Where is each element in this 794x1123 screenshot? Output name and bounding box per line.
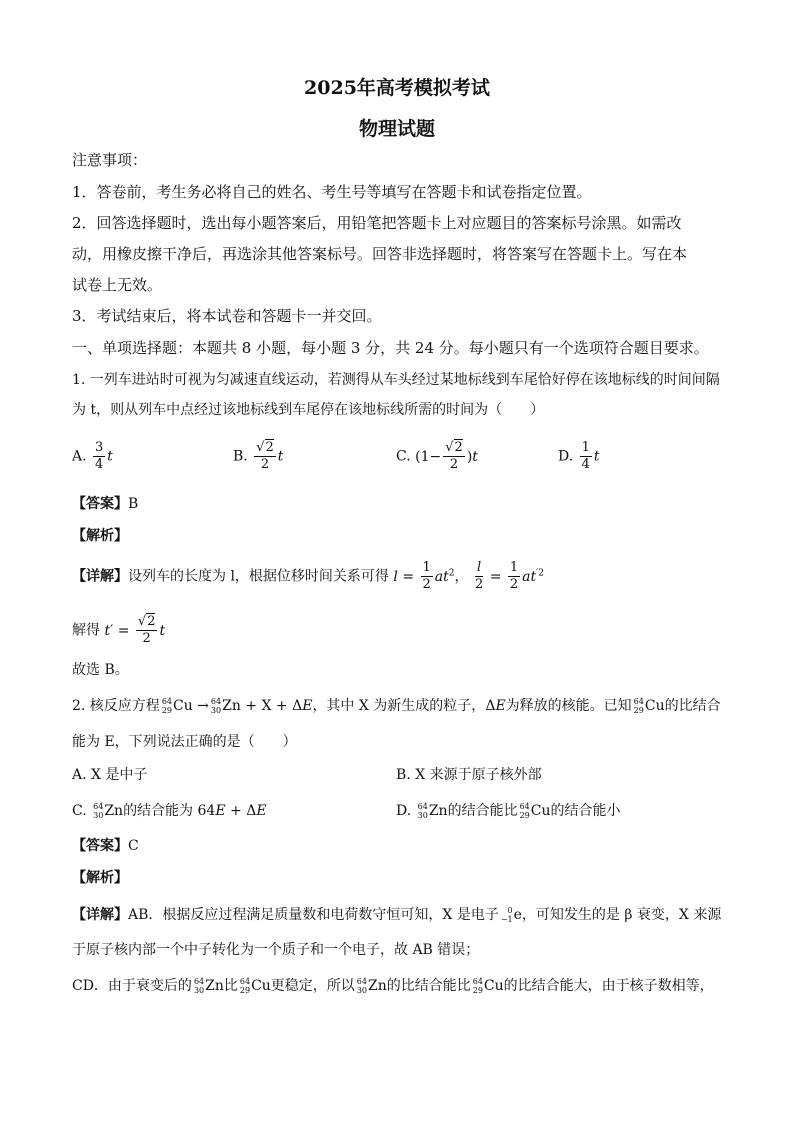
q2-line-1 [72,696,732,716]
q2-detail-line-3-c: 更稳定，所以 [270,978,355,994]
q1-line-1: 1. 一列车进站时可视为匀减速直线运动，若测得从车头经过某地标线到车尾恰好停在该地标线的时间间隔 [72,372,720,388]
notice-heading: 注意事项： [72,151,148,169]
q1-answer-label: 【答案】 [72,496,128,512]
q2-detail-cu-1: 64 29 Cu [239,977,271,995]
q1-solve-formula: t′ = $\frac{√2}{2}$ t [104,614,166,646]
q1-solve [72,614,732,647]
q2-option-c-label: C. [72,803,87,819]
exam-title: 2025年高考模拟考试 [304,77,490,99]
q2-option-d-label: D. [396,803,412,819]
q2-detail-line-1-b: ，可知发生的是 β 衰变，X 来源 [521,907,722,923]
q1-line-2: 为 t，则从列车中点经过该地标线到车尾停在该地标线所需的时间为（ ） [72,402,545,418]
q2-option-a[interactable]: A. X 是中子 [72,767,148,783]
q1-option-d-label: D. [558,448,574,465]
q2-detail-cu-2: 64 29 Cu [472,977,504,995]
q1-option-d-formula: $\frac{1}{4}$ [581,440,590,472]
q2-mid2: 为释放的核能。已知 [505,698,632,714]
q2-detail-line-3 [72,976,732,996]
q1-detail-label: 【详解】 [72,568,128,585]
notice-item-2-line-1: 2．回答选择题时，选出每小题答案后，用铅笔把答题卡上对应题目的答案标号涂黑。如需改 [72,214,682,232]
q1-solve-prefix: 解得 [72,622,100,639]
q1-detail [72,560,732,593]
q1-detail-text: 设列车的长度为 l，根据位移时间关系可得 [128,568,389,585]
q2-detail-line-3-a: CD．由于衰变后的 [72,978,192,994]
q1-option-b[interactable]: B. $\frac{√2}{2}$ t [233,440,284,472]
q2-option-c-formula: 64E + ΔE [193,803,267,819]
q1-analysis-label: 【解析】 [72,528,128,544]
q2-answer-label: 【答案】 [72,838,128,854]
q2-prefix: 2. 核反应方程 [72,698,160,714]
notice-item-1: 1．答卷前，考生务必将自己的姓名、考生号等填写在答题卡和试卷指定位置。 [72,183,592,201]
q2-mid: ，其中 X 为新生成的粒子， [312,698,486,714]
section-heading: 一、单项选择题：本题共 8 小题，每小题 3 分，共 24 分。每小题只有一个选项符合题目要求。 [72,339,709,357]
q2-detail-line-1 [72,905,732,925]
q2-option-d-tail: 的结合能小 [550,803,621,819]
q2-answer-value: C [128,838,139,854]
notice-item-2-line-3: 试卷上无效。 [72,276,163,294]
q1-conclusion: 故选 B。 [72,662,129,678]
q1-option-c-label: C. [396,448,411,465]
q1-option-d[interactable]: D. $\frac{1}{4}$ t [558,440,600,472]
q1-answer [72,494,732,514]
q1-detail-formula: l = $\frac{1}{2}$ $at^2$， $\frac{l}{2}$ = $\frac{1}{2}$ $at^{'2}$ [393,560,544,592]
q1-option-a[interactable]: A. $\frac{3}{4}$ t [72,440,113,472]
q2-electron-symbol: 0 −1 e [500,906,522,924]
exam-subtitle: 物理试题 [358,118,435,140]
q2-detail-line-2: 于原子核内部一个中子转化为一个质子和一个电子，故 AB 错误； [72,942,480,958]
q1-option-c-formula: (1− $\frac{√2}{2}$ )t [415,440,478,472]
q2-analysis-label: 【解析】 [72,870,128,886]
q2-option-c-mid: 的结合能为 [123,803,194,819]
q2-option-b[interactable]: B. X 来源于原子核外部 [396,767,542,783]
notice-item-3: 3．考试结束后，将本试卷和答题卡一并交回。 [72,307,382,325]
q2-detail-line-3-e: 的比结合能大，由于核子数相等， [503,978,714,994]
q1-option-c[interactable] [396,440,478,473]
q1-answer-value: B [128,496,139,512]
q2-answer [72,836,732,856]
q2-reaction-equation: 64 29 Cu → 64 30 Zn + X + ΔE [161,697,313,715]
q2-option-c[interactable] [72,801,267,821]
q2-detail-line-3-b: 比 [223,978,238,994]
q1-option-a-label: A. [72,448,87,465]
notice-item-2-line-2: 动，用橡皮擦干净后，再选涂其他答案标号。回答非选择题时，将答案写在答题卡上。写在本 [72,245,688,263]
q2-delta-e: ΔE [485,698,506,714]
q1-option-b-label: B. [233,448,248,465]
q2-option-d[interactable] [396,801,621,821]
q2-option-c-zn: 64 30 Zn [93,802,124,820]
q1-option-b-formula: $\frac{√2}{2}$ [256,440,274,472]
q2-detail-line-1-a: AB．根据反应过程满足质量数和电荷数守恒可知，X 是电子 [128,907,499,923]
q2-detail-zn-1: 64 30 Zn [193,977,224,995]
q1-option-a-formula: $\frac{3}{4}$ [95,440,104,472]
q2-detail-label: 【详解】 [72,907,128,923]
q2-cu-isotope: 64 29 Cu [633,697,665,715]
q2-line-2: 能为 E，下列说法正确的是（ ） [72,734,297,750]
q2-option-d-zn: 64 30 Zn [417,802,448,820]
q2-detail-line-3-d: 的比结合能比 [386,978,471,994]
q2-tail: 的比结合 [664,698,721,714]
q2-option-d-cu: 64 29 Cu [519,802,551,820]
q2-detail-zn-2: 64 30 Zn [356,977,387,995]
q2-option-d-mid: 的结合能比 [447,803,518,819]
